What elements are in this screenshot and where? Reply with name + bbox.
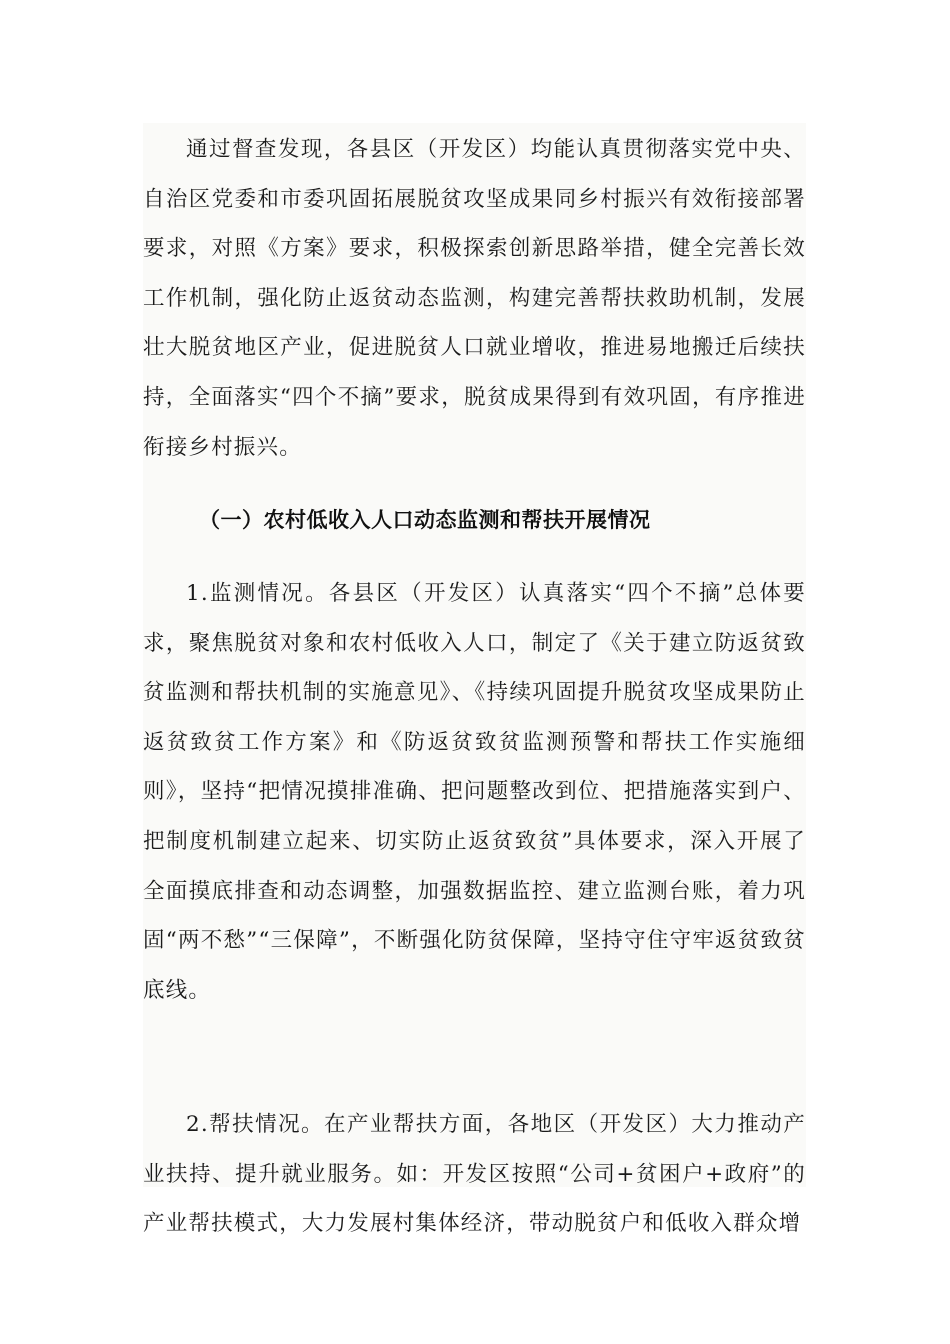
section-heading: （一）农村低收入人口动态监测和帮扶开展情况	[199, 508, 651, 532]
paragraph-assistance: 2.帮扶情况。在产业帮扶方面，各地区（开发区）大力推动产业扶持、提升就业服务。如：开发区按照“公司+贫困户+政府”的产业帮扶模式，大力发展村集体经济，带动脱贫户和低收入群众增	[143, 1112, 806, 1237]
paragraph-intro: 通过督查发现，各县区（开发区）均能认真贯彻落实党中央、自治区党委和市委巩固拓展脱贫攻坚成果同乡村振兴有效衔接部署要求，对照《方案》要求，积极探索创新思路举措，健全完善长效工作机制，强化防止返贫动态监测，构建完善帮扶救助机制，发展壮大脱贫地区产业，促进脱贫人口就业增收，推进易地搬迁后续扶持，全面落实“四个不摘”要求，脱贫成果得到有效巩固，有序推进衔接乡村振兴。	[143, 137, 806, 460]
document-page	[143, 123, 806, 1237]
paragraph-monitoring: 1.监测情况。各县区（开发区）认真落实“四个不摘”总体要求，聚焦脱贫对象和农村低收入人口，制定了《关于建立防返贫致贫监测和帮扶机制的实施意见》、《持续巩固提升脱贫攻坚成果防止返贫致贫工作方案》和《防返贫致贫监测预警和帮扶工作实施细则》，坚持“把情况摸排准确、把问题整改到位、把措施落实到户、把制度机制建立起来、切实防止返贫致贫”具体要求，深入开展了全面摸底排查和动态调整，加强数据监控、建立监测台账，着力巩固“两不愁”“三保障”，不断强化防贫保障，坚持守住守牢返贫致贫底线。	[143, 581, 806, 1003]
